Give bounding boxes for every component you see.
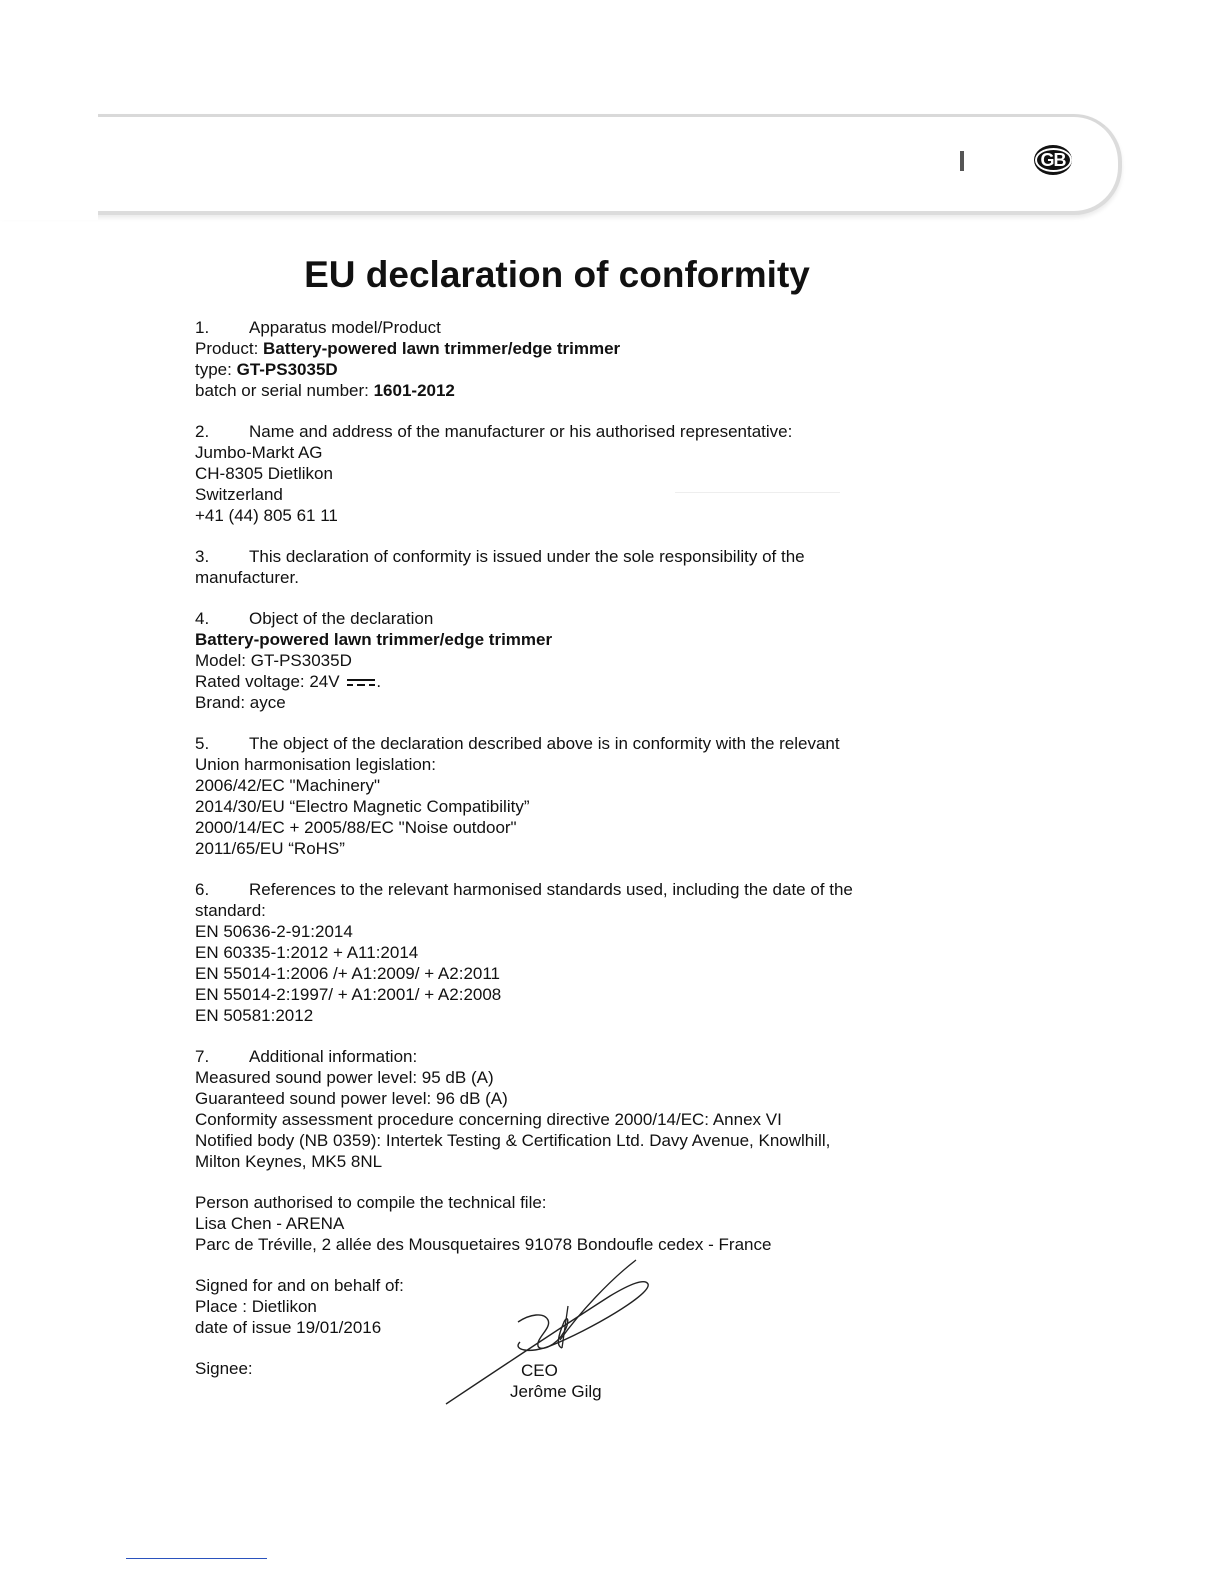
section2-number: 2.	[195, 422, 210, 441]
directive-item: 2014/30/EU “Electro Magnetic Compatibility”	[195, 797, 530, 816]
standard-item: EN 60335-1:2012 + A11:2014	[195, 943, 419, 962]
section5-number: 5.	[195, 734, 210, 753]
section7-heading-text: Additional information:	[249, 1047, 418, 1066]
declaration-body	[195, 317, 915, 1379]
header-band	[0, 114, 1122, 215]
section6-text: References to the relevant harmonised standards used, including the date of the	[249, 880, 853, 899]
language-badge-label: GB	[1035, 148, 1072, 172]
serial-line	[195, 380, 915, 401]
voltage-suffix: .	[376, 672, 382, 691]
technical-file-address: Parc de Tréville, 2 allée des Mousquetaires 91078 Bondoufle cedex - France	[195, 1235, 772, 1254]
signed-for-label: Signed for and on behalf of:	[195, 1276, 404, 1295]
section7-heading	[195, 1046, 915, 1067]
section4-heading	[195, 608, 915, 629]
manufacturer-line: Switzerland	[195, 485, 283, 504]
additional-info-line: Milton Keynes, MK5 8NL	[195, 1152, 383, 1171]
section4-heading-text: Object of the declaration	[249, 609, 434, 628]
section3-number: 3.	[195, 547, 210, 566]
serial-label: batch or serial number:	[195, 381, 374, 400]
section3-text: This declaration of conformity is issued under the sole responsibility of the	[249, 547, 805, 566]
object-value: Battery-powered lawn trimmer/edge trimmer	[195, 630, 553, 649]
model-line: Model: GT-PS3035D	[195, 651, 352, 670]
section6-line1	[195, 879, 915, 900]
section7-number: 7.	[195, 1047, 210, 1066]
technical-file-name: Lisa Chen - ARENA	[195, 1214, 345, 1233]
section5-line1	[195, 733, 915, 754]
section2-heading	[195, 421, 915, 442]
page-marker	[960, 151, 964, 171]
section5-line2: Union harmonisation legislation:	[195, 755, 436, 774]
section4-number: 4.	[195, 609, 210, 628]
voltage-line	[195, 671, 915, 692]
type-label: type:	[195, 360, 237, 379]
additional-info-line: Notified body (NB 0359): Intertek Testing & Certification Ltd. Davy Avenue, Knowlhill,	[195, 1131, 831, 1150]
technical-file-heading: Person authorised to compile the technical file:	[195, 1193, 547, 1212]
date-of-issue: date of issue 19/01/2016	[195, 1318, 382, 1337]
standard-item: EN 55014-2:1997/ + A1:2001/ + A2:2008	[195, 985, 502, 1004]
section1-heading-text: Apparatus model/Product	[249, 318, 441, 337]
standard-item: EN 50581:2012	[195, 1006, 314, 1025]
signee-label: Signee:	[195, 1359, 253, 1378]
object-name	[195, 629, 915, 650]
section5-text: The object of the declaration described above is in conformity with the relevant	[249, 734, 840, 753]
section6-number: 6.	[195, 880, 210, 899]
section3-line1	[195, 546, 915, 567]
directive-item: 2000/14/EC + 2005/88/EC "Noise outdoor"	[195, 818, 517, 837]
product-label: Product:	[195, 339, 264, 358]
signee-title: CEO	[521, 1361, 558, 1380]
additional-info-line: Measured sound power level: 95 dB (A)	[195, 1068, 494, 1087]
section6-line2: standard:	[195, 901, 266, 920]
page-title: EU declaration of conformity	[304, 254, 810, 295]
scan-artifact-line	[675, 492, 840, 493]
place-line: Place : Dietlikon	[195, 1297, 317, 1316]
dc-symbol-icon	[346, 676, 376, 688]
header-band-edge	[0, 100, 98, 220]
standard-item: EN 55014-1:2006 /+ A1:2009/ + A2:2011	[195, 964, 500, 983]
manufacturer-line: CH-8305 Dietlikon	[195, 464, 333, 483]
product-value: Battery-powered lawn trimmer/edge trimmer	[263, 339, 621, 358]
section3-line2: manufacturer.	[195, 568, 299, 587]
standard-item: EN 50636-2-91:2014	[195, 922, 353, 941]
footer-rule	[126, 1558, 267, 1559]
serial-value: 1601-2012	[373, 381, 455, 400]
manufacturer-line: +41 (44) 805 61 11	[195, 506, 338, 525]
additional-info-line: Conformity assessment procedure concerning directive 2000/14/EC: Annex VI	[195, 1110, 782, 1129]
additional-info-line: Guaranteed sound power level: 96 dB (A)	[195, 1089, 508, 1108]
type-value: GT-PS3035D	[236, 360, 338, 379]
brand-line: Brand: ayce	[195, 693, 286, 712]
voltage-text: Rated voltage: 24V	[195, 672, 340, 691]
manufacturer-line: Jumbo-Markt AG	[195, 443, 323, 462]
language-badge-gb	[1034, 145, 1072, 175]
section1-number: 1.	[195, 318, 210, 337]
section2-heading-text: Name and address of the manufacturer or his authorised representative:	[249, 422, 793, 441]
directive-item: 2011/65/EU “RoHS”	[195, 839, 345, 858]
type-line	[195, 359, 915, 380]
section1-heading	[195, 317, 915, 338]
directive-item: 2006/42/EC "Machinery"	[195, 776, 380, 795]
product-line	[195, 338, 915, 359]
signee-name: Jerôme Gilg	[510, 1382, 602, 1401]
